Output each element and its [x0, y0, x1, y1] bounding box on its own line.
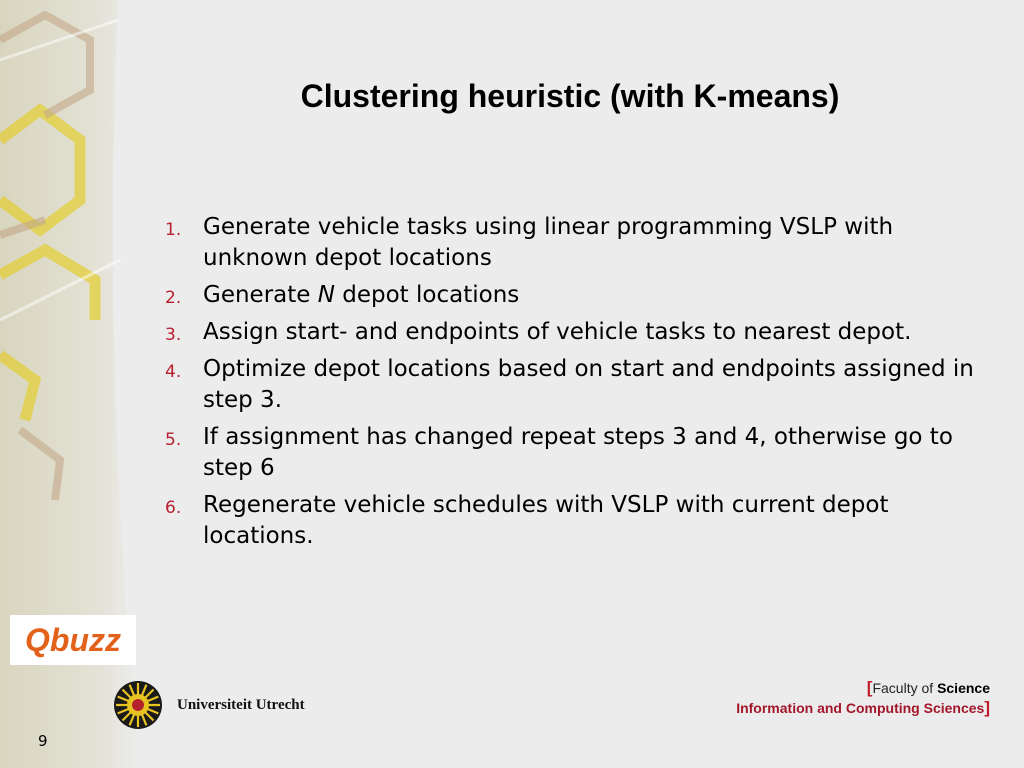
list-item-number: 2. [165, 288, 182, 308]
list-item-number: 4. [165, 362, 182, 382]
list-item-text-post: depot locations [334, 282, 520, 308]
list-item [160, 280, 990, 311]
bracket-open: [ [866, 678, 873, 697]
university-seal-icon [113, 680, 163, 730]
list-item-variable: N [317, 282, 335, 308]
list-item [160, 354, 990, 416]
bracket-close: ] [984, 698, 990, 717]
faculty-line [736, 678, 990, 698]
list-item-text: Regenerate vehicle schedules with VSLP with current depot locations. [203, 492, 889, 549]
list-item-number: 1. [165, 220, 182, 240]
list-item-text-pre: Generate [203, 282, 318, 308]
page-number: 9 [38, 732, 48, 750]
list-item [160, 212, 990, 274]
list-item [160, 490, 990, 552]
list-item-text: Assign start- and endpoints of vehicle tasks to nearest depot. [203, 319, 912, 345]
department-name: Information and Computing Sciences [736, 700, 985, 716]
faculty-prefix: Faculty of [872, 680, 938, 696]
university-name: Universiteit Utrecht [177, 697, 305, 713]
faculty-label [736, 678, 990, 718]
list-item [160, 422, 990, 484]
department-line [736, 698, 990, 718]
list-item-number: 3. [165, 325, 182, 345]
slide-title: Clustering heuristic (with K-means) [300, 78, 840, 114]
list-item-number: 6. [165, 498, 182, 518]
qbuzz-logo [10, 615, 136, 665]
list-item-text: Optimize depot locations based on start and endpoints assigned in step 3. [203, 356, 974, 413]
list-item [160, 317, 990, 348]
list-item-text: Generate vehicle tasks using linear programming VSLP with unknown depot locations [203, 214, 894, 271]
list-item-number: 5. [165, 430, 182, 450]
qbuzz-logo-text: Qbuzz [25, 622, 121, 658]
list-item-text: If assignment has changed repeat steps 3 and 4, otherwise go to step 6 [203, 424, 953, 481]
steps-list [160, 212, 990, 558]
faculty-science: Science [937, 680, 990, 696]
